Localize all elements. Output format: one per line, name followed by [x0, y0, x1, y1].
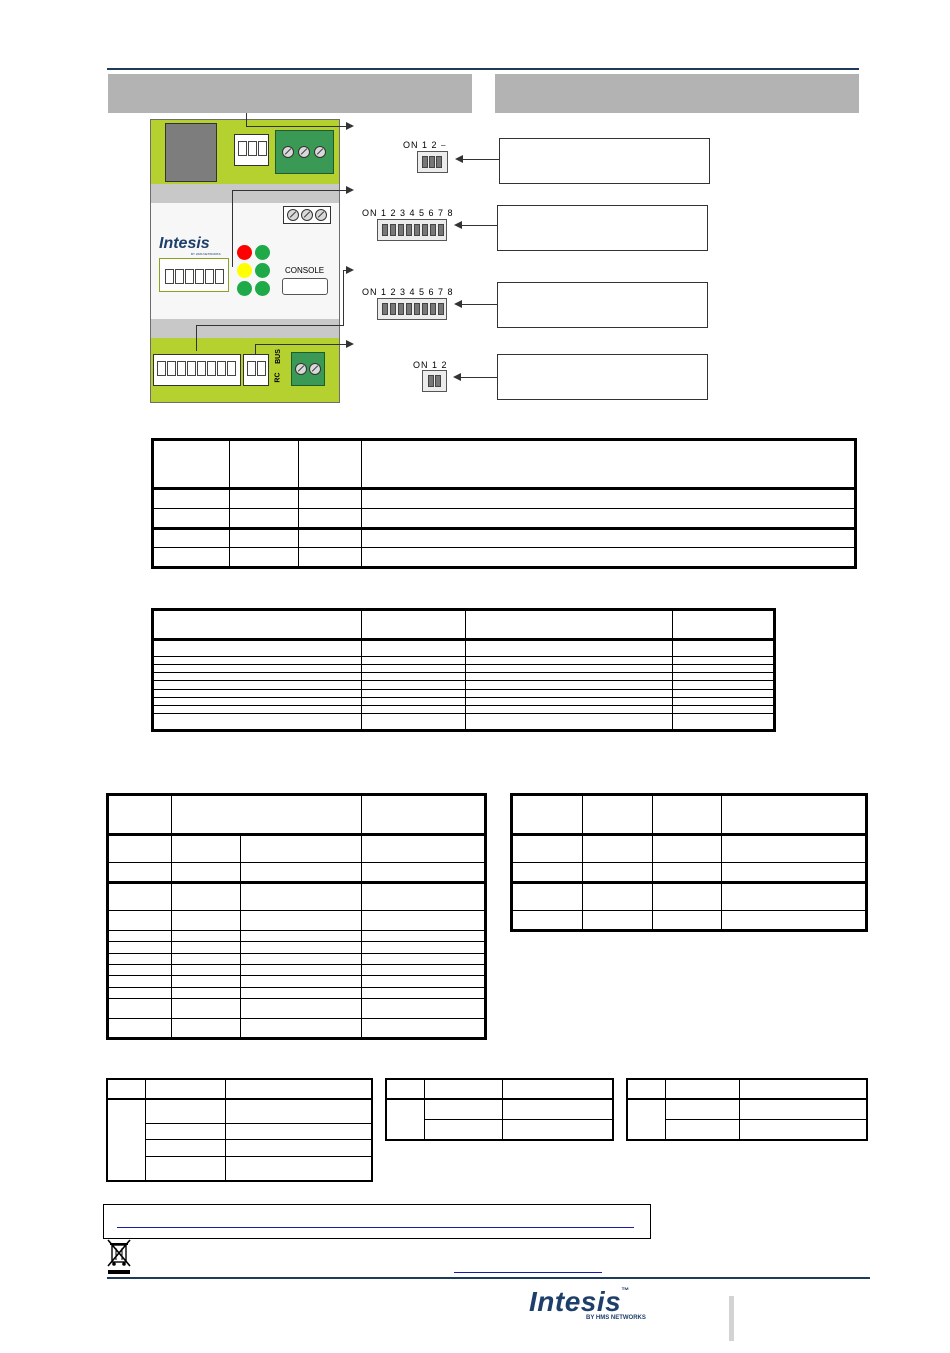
device-illustration [150, 119, 340, 403]
led-green-2 [255, 263, 270, 278]
dip-config-table-left [106, 793, 487, 1040]
front-screw-strip [283, 206, 331, 224]
bottom-connector-area [151, 338, 339, 402]
dip-2-label: ON 1 2 3 4 5 6 7 8 [362, 208, 454, 218]
callout-box-2 [497, 205, 708, 251]
arrow-1-head [346, 122, 354, 130]
bus-screw-terminal [291, 352, 325, 386]
dip-4-label: ON 1 2 [413, 360, 448, 370]
dip-config-table-right [510, 793, 868, 932]
rj45-port [165, 123, 217, 182]
bus-label: BUS [274, 349, 282, 364]
led-green-3 [237, 281, 252, 296]
arrow-4-head [346, 340, 354, 348]
bottom-terminal-block [153, 354, 241, 386]
dip-1-label: ON 1 2 ⎯ [403, 140, 447, 150]
led-status-table [151, 438, 857, 569]
lower-grey-band [151, 319, 339, 338]
footer-logo-tm: ™ [621, 1286, 630, 1295]
page-number-divider [729, 1296, 734, 1341]
dip-switch-3 [377, 298, 447, 320]
footer-logo [529, 1286, 630, 1318]
header-rule [107, 68, 859, 70]
console-label: CONSOLE [285, 266, 325, 275]
bottom-table-3 [626, 1078, 868, 1141]
led-green-4 [255, 281, 270, 296]
footer-rule [107, 1277, 870, 1279]
footer-logo-text: Intesis [529, 1286, 622, 1317]
arrow-1 [246, 126, 346, 127]
dip-3-label: ON 1 2 3 4 5 6 7 8 [362, 287, 454, 297]
weee-bin-icon [106, 1238, 132, 1276]
terminal-table [151, 608, 776, 732]
section-header-right [495, 74, 859, 113]
upper-grey-band [151, 184, 339, 203]
bottom-table-1 [106, 1078, 373, 1182]
top-connector-area [151, 120, 339, 184]
front-terminal-block [159, 258, 229, 292]
device-logo: Intesis [159, 235, 210, 252]
dip-switch-1 [417, 151, 448, 173]
power-terminal [234, 134, 269, 166]
rc-terminal [243, 354, 269, 386]
bottom-table-2 [385, 1078, 614, 1141]
dip-switch-4 [422, 370, 447, 392]
front-panel [151, 203, 339, 319]
device-logo-sub: BY HMS NETWORKS [191, 252, 221, 256]
footer-logo-sub: BY HMS NETWORKS [586, 1315, 646, 1321]
arrow-2-head [346, 186, 354, 194]
note-link-line[interactable] [117, 1227, 634, 1228]
led-green-1 [255, 245, 270, 260]
power-screw-terminal [275, 130, 334, 174]
note-box [103, 1204, 651, 1239]
callout-box-1 [499, 138, 710, 184]
console-port [282, 278, 328, 295]
footer-link-line[interactable] [454, 1272, 602, 1273]
rc-label: RC [274, 372, 282, 383]
led-red [237, 245, 252, 260]
callout-box-3 [497, 282, 708, 328]
arrow-4 [255, 344, 347, 345]
section-header-left [108, 74, 472, 113]
arrow-2 [232, 190, 346, 191]
callout-box-4 [497, 354, 708, 400]
arrow-3-head [346, 266, 354, 274]
dip-switch-2 [377, 219, 447, 241]
led-yellow [237, 263, 252, 278]
